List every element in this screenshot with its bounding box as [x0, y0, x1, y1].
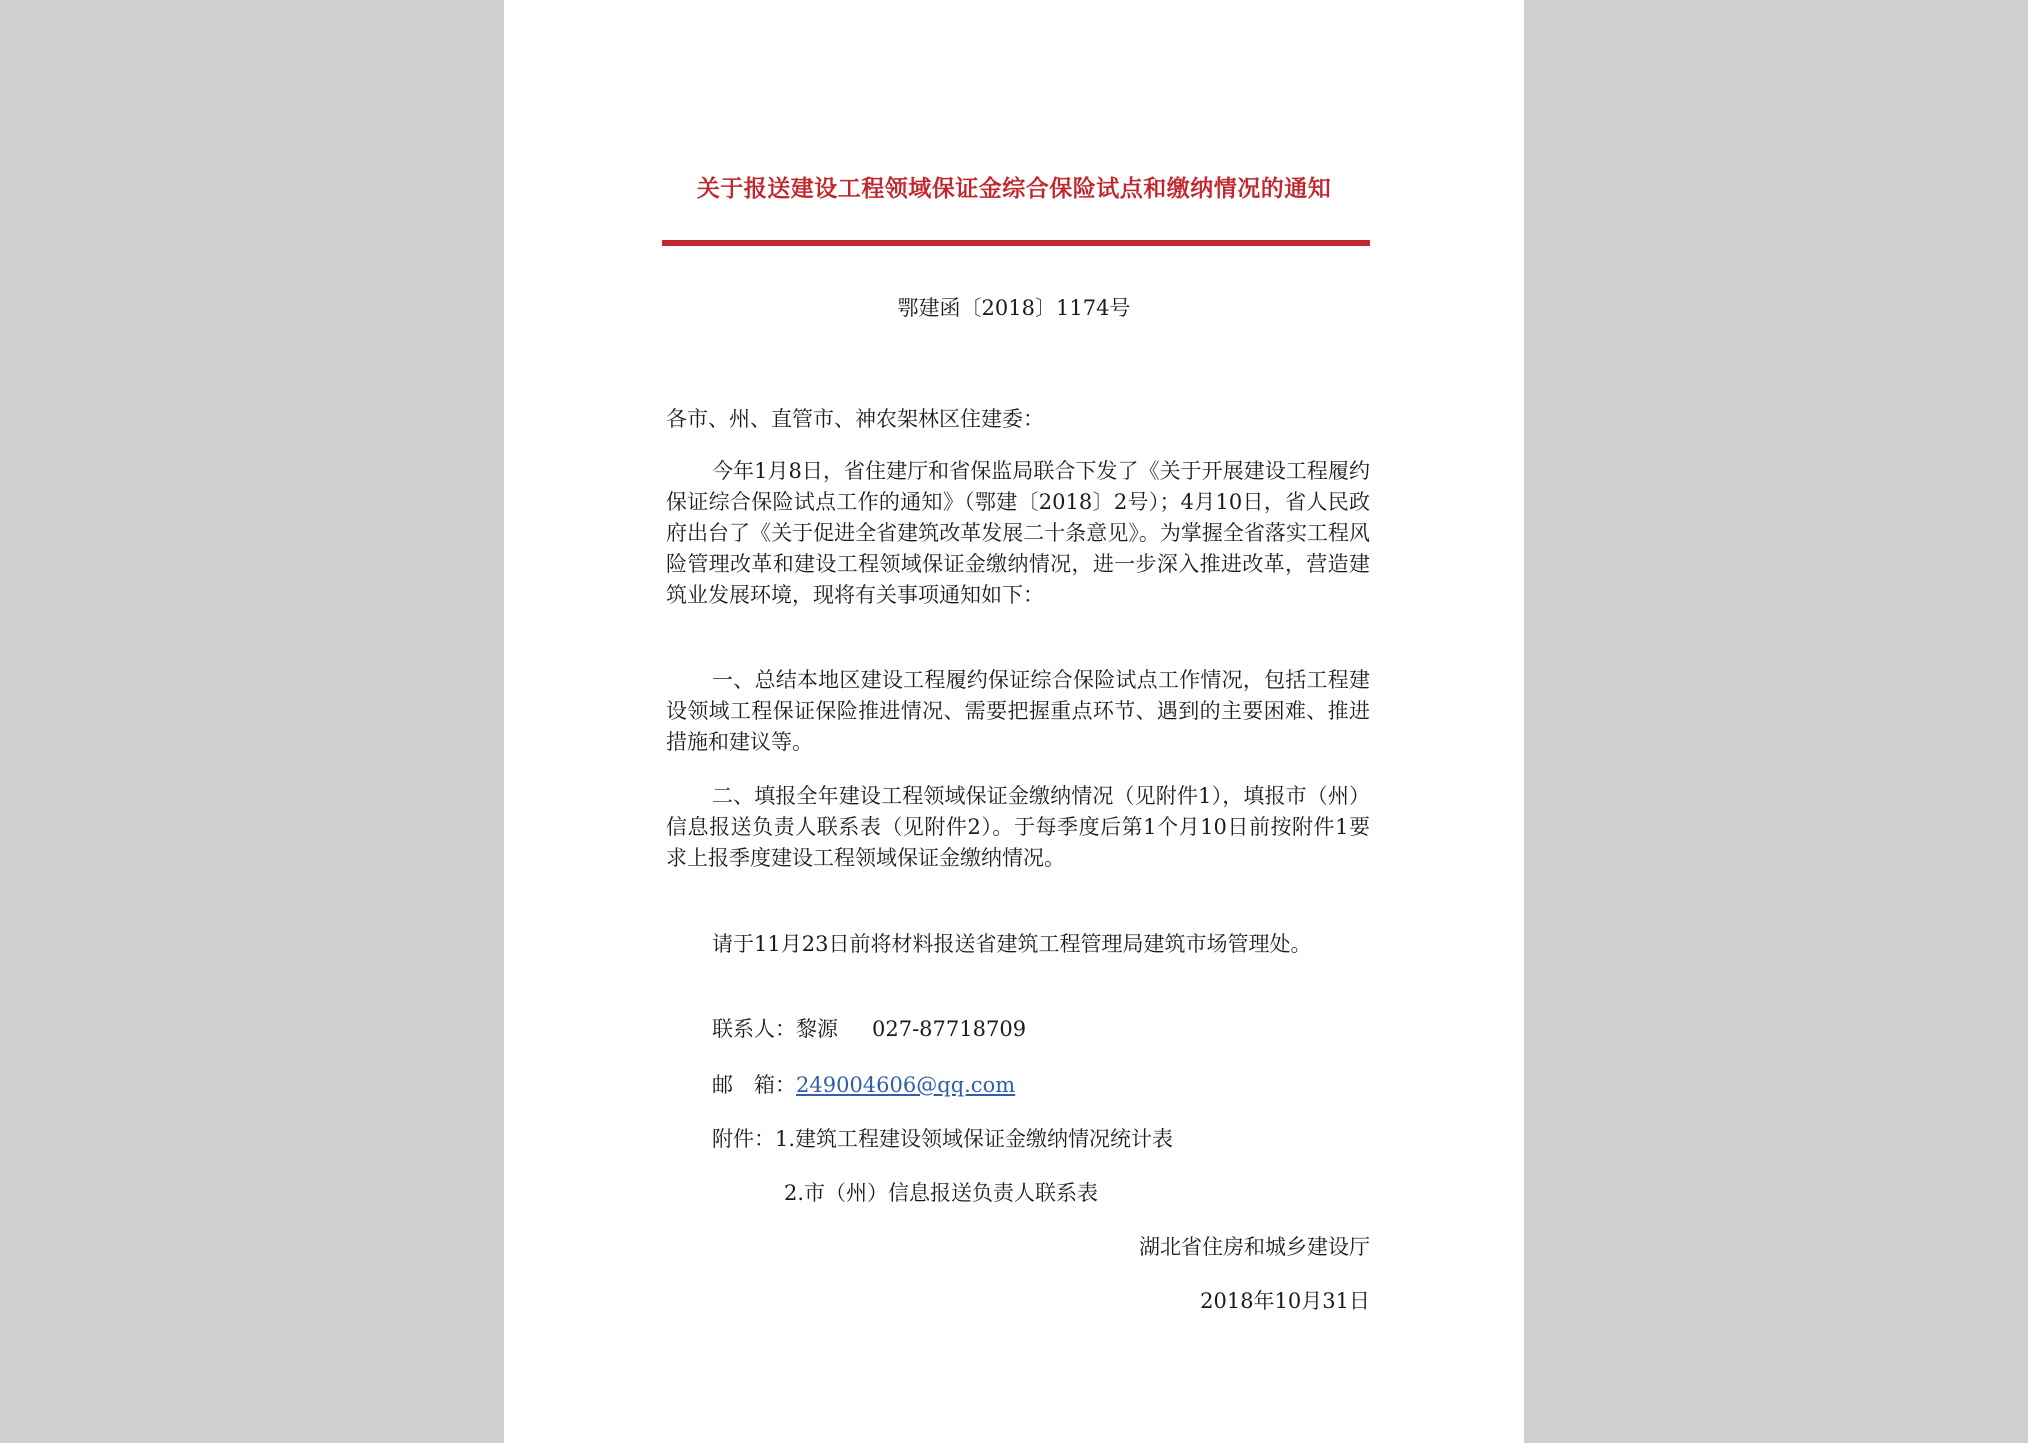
issue-date: 2018年10月31日	[1200, 1289, 1370, 1313]
paragraph-intro: 今年1月8日，省住建厅和省保监局联合下发了《关于开展建设工程履约保证综合保险试点工作的通知》（鄂建〔2018〕2号）；4月10日，省人民政府出台了《关于促进全省建筑改革发展二十条意见》。为掌握全省落实工程风险管理改革和建设工程领域保证金缴纳情况，进一步深入推进改革，营造建筑业发展环境，现将有关事项通知如下：	[666, 459, 1370, 607]
issuer-name: 湖北省住房和城乡建设厅	[1139, 1235, 1370, 1259]
email-line	[712, 1070, 1015, 1101]
title-divider	[662, 240, 1370, 246]
contact-label: 联系人：	[712, 1017, 796, 1041]
paragraph-item-one: 一、总结本地区建设工程履约保证综合保险试点工作情况，包括工程建设领域工程保证保险推进情况、需要把握重点环节、遇到的主要困难、推进措施和建议等。	[666, 668, 1370, 754]
email-link[interactable]: 249004606@qq.com	[796, 1073, 1016, 1097]
attachment-line-1	[712, 1124, 1173, 1155]
paragraph-item-two: 二、填报全年建设工程领域保证金缴纳情况（见附件1），填报市（州）信息报送负责人联系表（见附件2）。于每季度后第1个月10日前按附件1要求上报季度建设工程领域保证金缴纳情况。	[666, 784, 1370, 870]
attachment-2: 2.市（州）信息报送负责人联系表	[784, 1181, 1099, 1205]
document-title: 关于报送建设工程领域保证金综合保险试点和缴纳情况的通知	[696, 176, 1332, 202]
contact-phone: 027-87718709	[872, 1017, 1027, 1041]
addressee-line: 各市、州、直管市、神农架林区住建委：	[666, 407, 1044, 431]
email-label: 邮 箱：	[712, 1073, 796, 1097]
attachment-label: 附件：	[712, 1127, 775, 1151]
contact-name: 黎源	[796, 1017, 838, 1041]
attachment-1: 1.建筑工程建设领域保证金缴纳情况统计表	[775, 1127, 1174, 1151]
document-number: 鄂建函〔2018〕1174号	[897, 296, 1131, 320]
attachment-line-2	[784, 1178, 1098, 1209]
paragraph-deadline: 请于11月23日前将材料报送省建筑工程管理局建筑市场管理处。	[712, 932, 1312, 956]
document-page	[504, 0, 1524, 1443]
contact-line	[712, 1014, 1026, 1045]
